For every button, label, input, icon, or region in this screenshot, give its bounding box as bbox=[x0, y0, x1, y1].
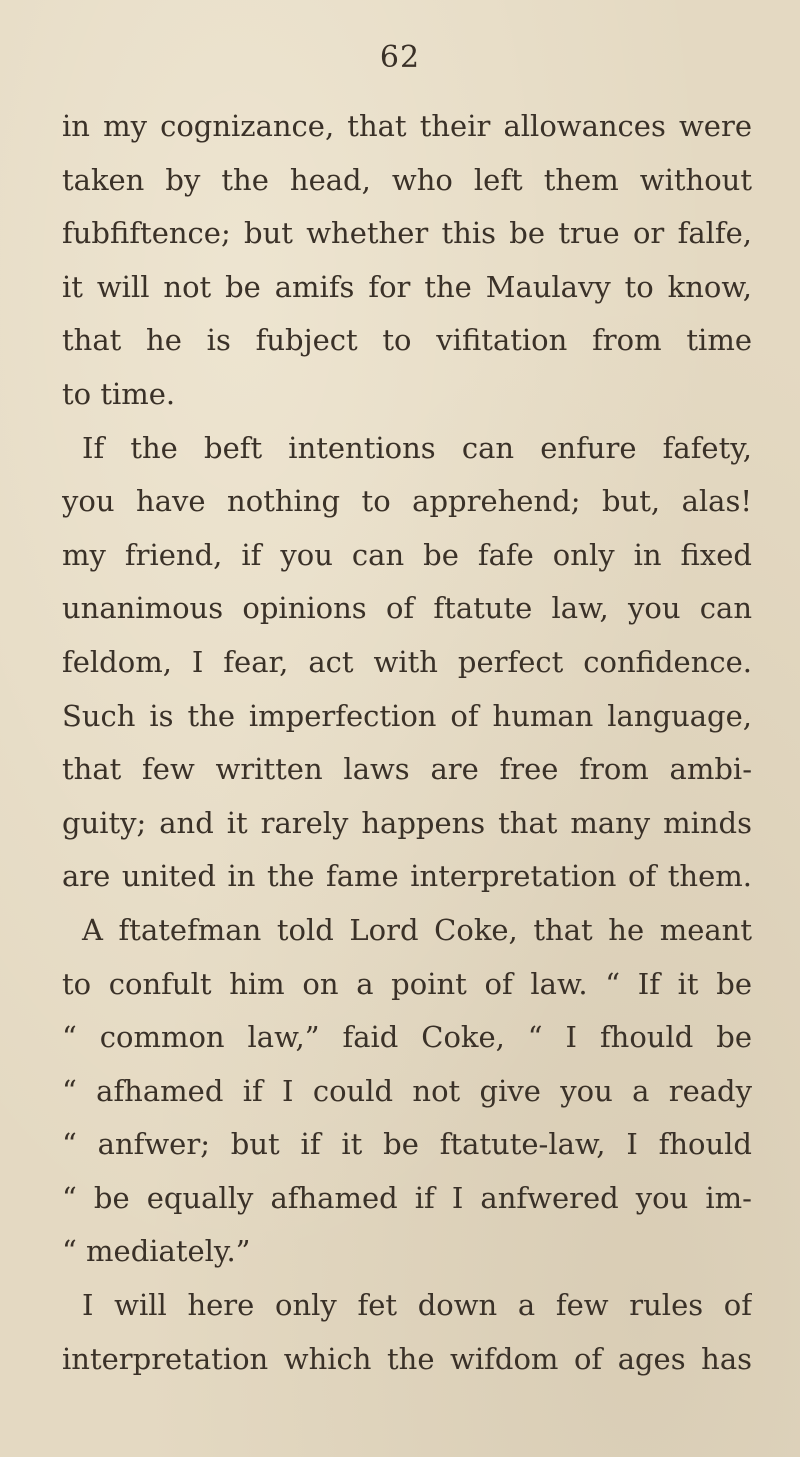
text-line: you have nothing to apprehend; but, alas! bbox=[62, 484, 752, 519]
page-number: 62 bbox=[379, 40, 421, 75]
paragraph-start-line: I will here only fet down a few rules of bbox=[82, 1288, 752, 1323]
text-line: my friend, if you can be fafe only in fixed bbox=[62, 537, 752, 572]
text-line: “ afhamed if I could not give you a ready bbox=[62, 1073, 752, 1108]
text-line: “ mediately.” bbox=[62, 1234, 251, 1269]
body-text bbox=[62, 100, 752, 1386]
text-line: feldom, I fear, act with perfect confidence. bbox=[62, 644, 752, 679]
paragraph-start-line: A ftatefman told Lord Coke, that he meant bbox=[82, 912, 752, 947]
text-line: that he is fubject to vifitation from time bbox=[62, 323, 752, 358]
text-line: taken by the head, who left them without bbox=[62, 162, 752, 197]
text-line: are united in the fame interpretation of them. bbox=[62, 859, 752, 894]
text-line: “ common law,” faid Coke, “ I fhould be bbox=[62, 1020, 752, 1055]
text-line: unanimous opinions of ftatute law, you can bbox=[62, 591, 752, 626]
text-line: to time. bbox=[62, 376, 176, 411]
text-line: fubfiftence; but whether this be true or falfe, bbox=[62, 216, 752, 251]
text-line: to confult him on a point of law. “ If it be bbox=[62, 966, 752, 1001]
text-line: interpretation which the wifdom of ages has bbox=[62, 1341, 752, 1376]
paragraph-start-line: If the beft intentions can enfure fafety, bbox=[82, 430, 752, 465]
text-line: “ be equally afhamed if I anfwered you im- bbox=[62, 1180, 752, 1215]
text-line: Such is the imperfection of human language, bbox=[62, 698, 752, 733]
text-line: “ anfwer; but if it be ftatute-law, I fhould bbox=[62, 1127, 752, 1162]
text-line: it will not be amifs for the Maulavy to know, bbox=[62, 269, 752, 304]
text-line: guity; and it rarely happens that many minds bbox=[62, 805, 752, 840]
text-line: that few written laws are free from ambi- bbox=[62, 752, 752, 787]
text-line: in my cognizance, that their allowances were bbox=[62, 109, 752, 143]
